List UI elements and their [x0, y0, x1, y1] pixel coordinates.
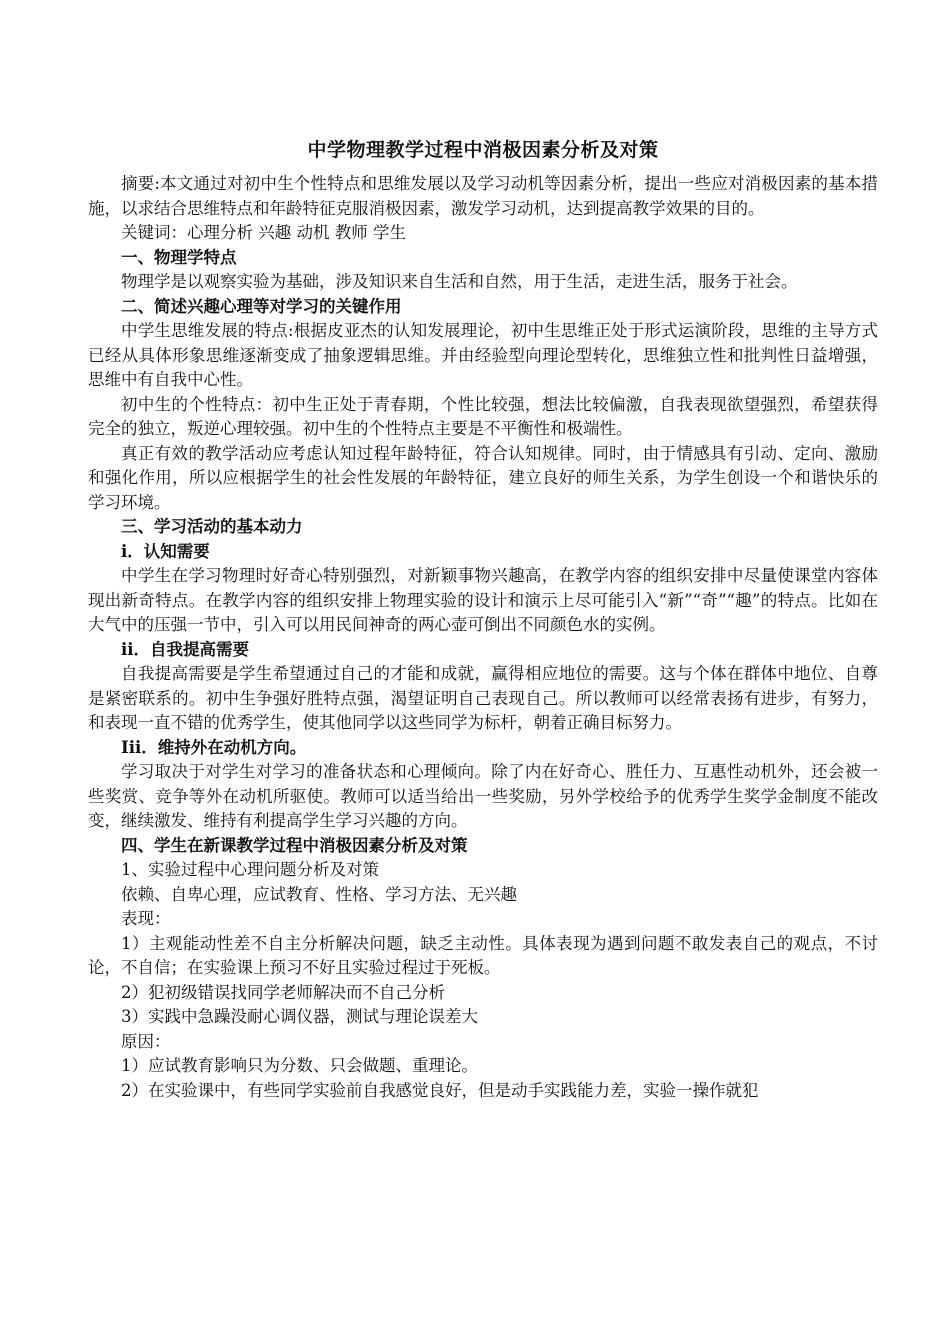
list-item: 2）犯初级错误找同学老师解决而不自己分析 [121, 982, 445, 1002]
body-paragraph: 物理学是以观察实验为基础，涉及知识来自生活和自然，用于生活，走进生活，服务于社会。 [121, 272, 798, 291]
body-paragraph: 1、实验过程中心理问题分析及对策 [121, 860, 379, 879]
section-heading: 四、学生在新课教学过程中消极因素分析及对策 [121, 835, 468, 855]
body-paragraph: 学习取决于对学生对学习的准备状态和心理倾向。除了内在好奇心、胜任力、互惠性动机外，还会被一些奖赏、竞争等外在动机所驱使。教师可以适当给出一些奖励，另外学校给予的优秀学生奖学金制度不能改变，继续激发、维持有利提高学生学习兴趣的方向。 [88, 762, 878, 830]
body-paragraph: 初中生的个性特点：初中生正处于青春期，个性比较强，想法比较偏激，自我表现欲望强烈，希望获得完全的独立，叛逆心理较强。初中生的个性特点主要是不平衡性和极端性。 [88, 394, 878, 438]
subsection-heading: ii．自我提高需要 [121, 639, 250, 659]
list-item: 3）实践中急躁没耐心调仪器，测试与理论误差大 [121, 1007, 478, 1026]
section-heading: 一、物理学特点 [121, 247, 237, 267]
body-paragraph: 中学生在学习物理时好奇心特别强烈，对新颖事物兴趣高，在教学内容的组织安排中尽量使课堂内容体现出新奇特点。在教学内容的组织安排上物理实验的设计和演示上尽可能引入“新”“奇”“趣”的特点。比如在大气中的压强一节中，引入可以用民间神奇的两心壶可倒出不同颜色水的实例。 [88, 566, 878, 634]
keywords-line: 关键词：心理分析 兴趣 动机 教师 学生 [121, 223, 406, 242]
body-paragraph: 依赖、自卑心理，应试教育、性格、学习方法、无兴趣 [121, 884, 517, 904]
list-item: 1）主观能动性差不自主分析解决问题，缺乏主动性。具体表现为遇到问题不敢发表自己的观点，不讨论，不自信；在实验课上预习不好且实验过程过于死板。 [88, 933, 878, 977]
document-page [88, 136, 878, 1103]
body-paragraph: 表现： [121, 909, 171, 928]
section-heading: 三、学习活动的基本动力 [121, 517, 303, 536]
document-body [88, 172, 878, 1103]
body-paragraph: 自我提高需要是学生希望通过自己的才能和成就，赢得相应地位的需要。这与个体在群体中地位、自尊是紧密联系的。初中生争强好胜特点强，渴望证明自己表现自己。所以教师可以经常表扬有进步，有努力，和表现一直不错的优秀学生，使其他同学以这些同学为标杆，朝着正确目标努力。 [88, 664, 878, 732]
list-item: 2）在实验课中，有些同学实验前自我感觉良好，但是动手实践能力差，实验一操作就犯 [121, 1080, 759, 1100]
subsection-heading: i．认知需要 [121, 541, 210, 561]
abstract-paragraph: 摘要:本文通过对初中生个性特点和思维发展以及学习动机等因素分析，提出一些应对消极因素的基本措施，以求结合思维特点和年龄特征克服消极因素，激发学习动机，达到提高教学效果的目的。 [88, 174, 878, 218]
document-title: 中学物理教学过程中消极因素分析及对策 [307, 139, 659, 161]
body-paragraph: 中学生思维发展的特点:根据皮亚杰的认知发展理论，初中生思维正处于形式运演阶段，思维的主导方式已经从具体形象思维逐渐变成了抽象逻辑思维。并由经验型向理论型转化，思维独立性和批判性日益增强，思维中有自我中心性。 [88, 321, 878, 389]
body-paragraph: 真正有效的教学活动应考虑认知过程年龄特征，符合认知规律。同时，由于情感具有引动、定向、激励和强化作用，所以应根据学生的社会性发展的年龄特征，建立良好的师生关系，为学生创设一个和谐快乐的学习环境。 [88, 443, 878, 512]
section-heading: 二、简述兴趣心理等对学习的关键作用 [121, 296, 402, 316]
body-paragraph: 原因： [121, 1031, 171, 1051]
subsection-heading: Iii．维持外在动机方向。 [121, 737, 307, 757]
list-item: 1）应试教育影响只为分数、只会做题、重理论。 [121, 1056, 478, 1075]
